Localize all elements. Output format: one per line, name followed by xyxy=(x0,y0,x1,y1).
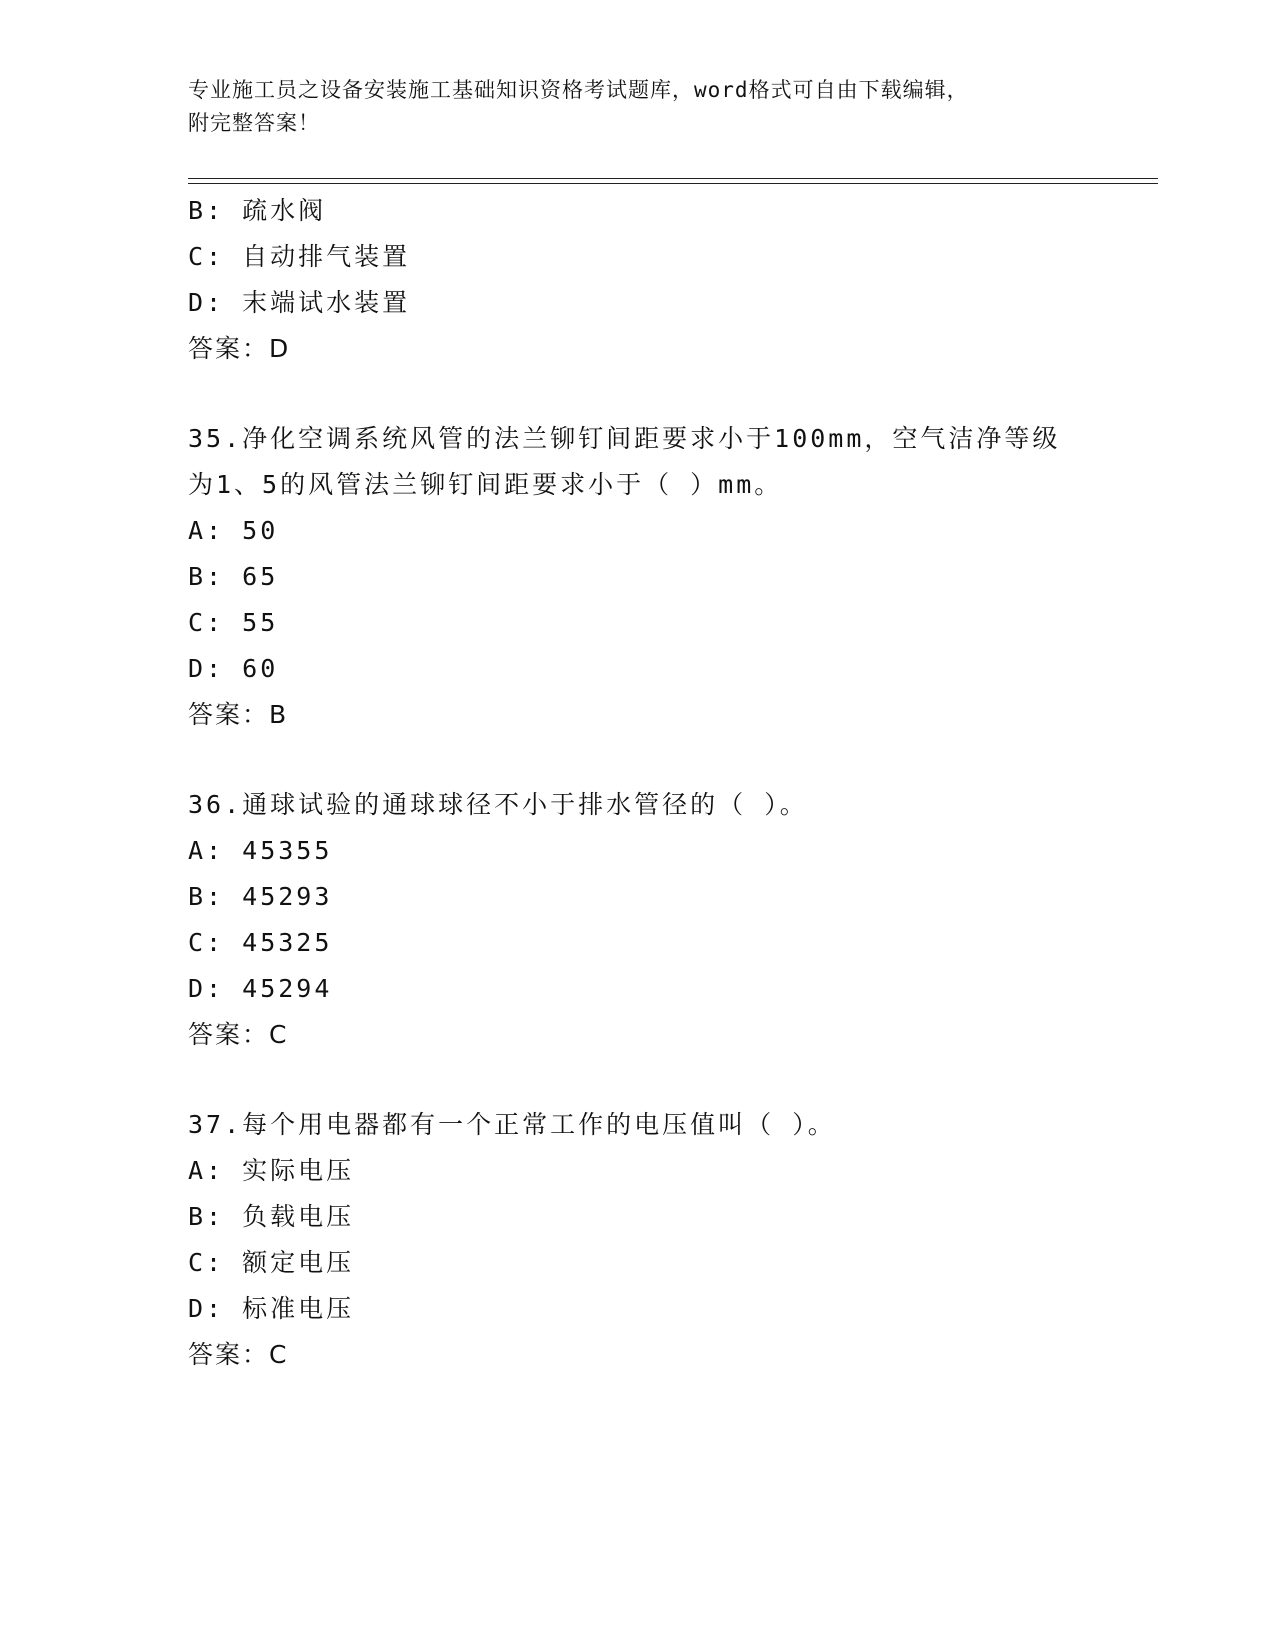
option-a: A: 50 xyxy=(188,516,279,545)
question-list xyxy=(188,188,1088,1378)
question-continued xyxy=(188,188,1088,372)
option-c: C: 自动排气装置 xyxy=(188,242,411,271)
answer-line: 答案：C xyxy=(188,1340,289,1369)
answer-line: 答案：C xyxy=(188,1020,289,1049)
option-d: D: 45294 xyxy=(188,974,333,1003)
option-a: A: 实际电压 xyxy=(188,1156,355,1185)
question-37 xyxy=(188,1102,1088,1378)
spacer xyxy=(188,738,1088,782)
option-c: C: 55 xyxy=(188,608,279,637)
header-rule-bottom xyxy=(188,183,1158,184)
option-b: B: 65 xyxy=(188,562,279,591)
header-line-1: 专业施工员之设备安装施工基础知识资格考试题库，word格式可自由下载编辑， xyxy=(188,78,969,102)
option-b: B: 45293 xyxy=(188,882,333,911)
option-a: A: 45355 xyxy=(188,836,333,865)
question-35 xyxy=(188,416,1088,738)
option-c: C: 45325 xyxy=(188,928,333,957)
question-stem-line: 35.净化空调系统风管的法兰铆钉间距要求小于100mm，空气洁净等级 xyxy=(188,424,1061,453)
question-stem-line: 36.通球试验的通球球径不小于排水管径的（ ）。 xyxy=(188,790,808,819)
question-36 xyxy=(188,782,1088,1058)
option-c: C: 额定电压 xyxy=(188,1248,355,1277)
question-stem-line: 为1、5的风管法兰铆钉间距要求小于（ ）mm。 xyxy=(188,470,783,499)
header-line-2: 附完整答案！ xyxy=(188,111,320,135)
document-header xyxy=(188,74,1088,140)
answer-line: 答案：B xyxy=(188,700,289,729)
answer-line: 答案：D xyxy=(188,334,291,363)
question-stem-line: 37.每个用电器都有一个正常工作的电压值叫（ ）。 xyxy=(188,1110,836,1139)
option-d: D: 60 xyxy=(188,654,279,683)
header-rule-top xyxy=(188,178,1158,179)
option-b: B: 疏水阀 xyxy=(188,196,327,225)
option-d: D: 标准电压 xyxy=(188,1294,355,1323)
option-d: D: 末端试水装置 xyxy=(188,288,411,317)
spacer xyxy=(188,1058,1088,1102)
option-b: B: 负载电压 xyxy=(188,1202,355,1231)
spacer xyxy=(188,372,1088,416)
